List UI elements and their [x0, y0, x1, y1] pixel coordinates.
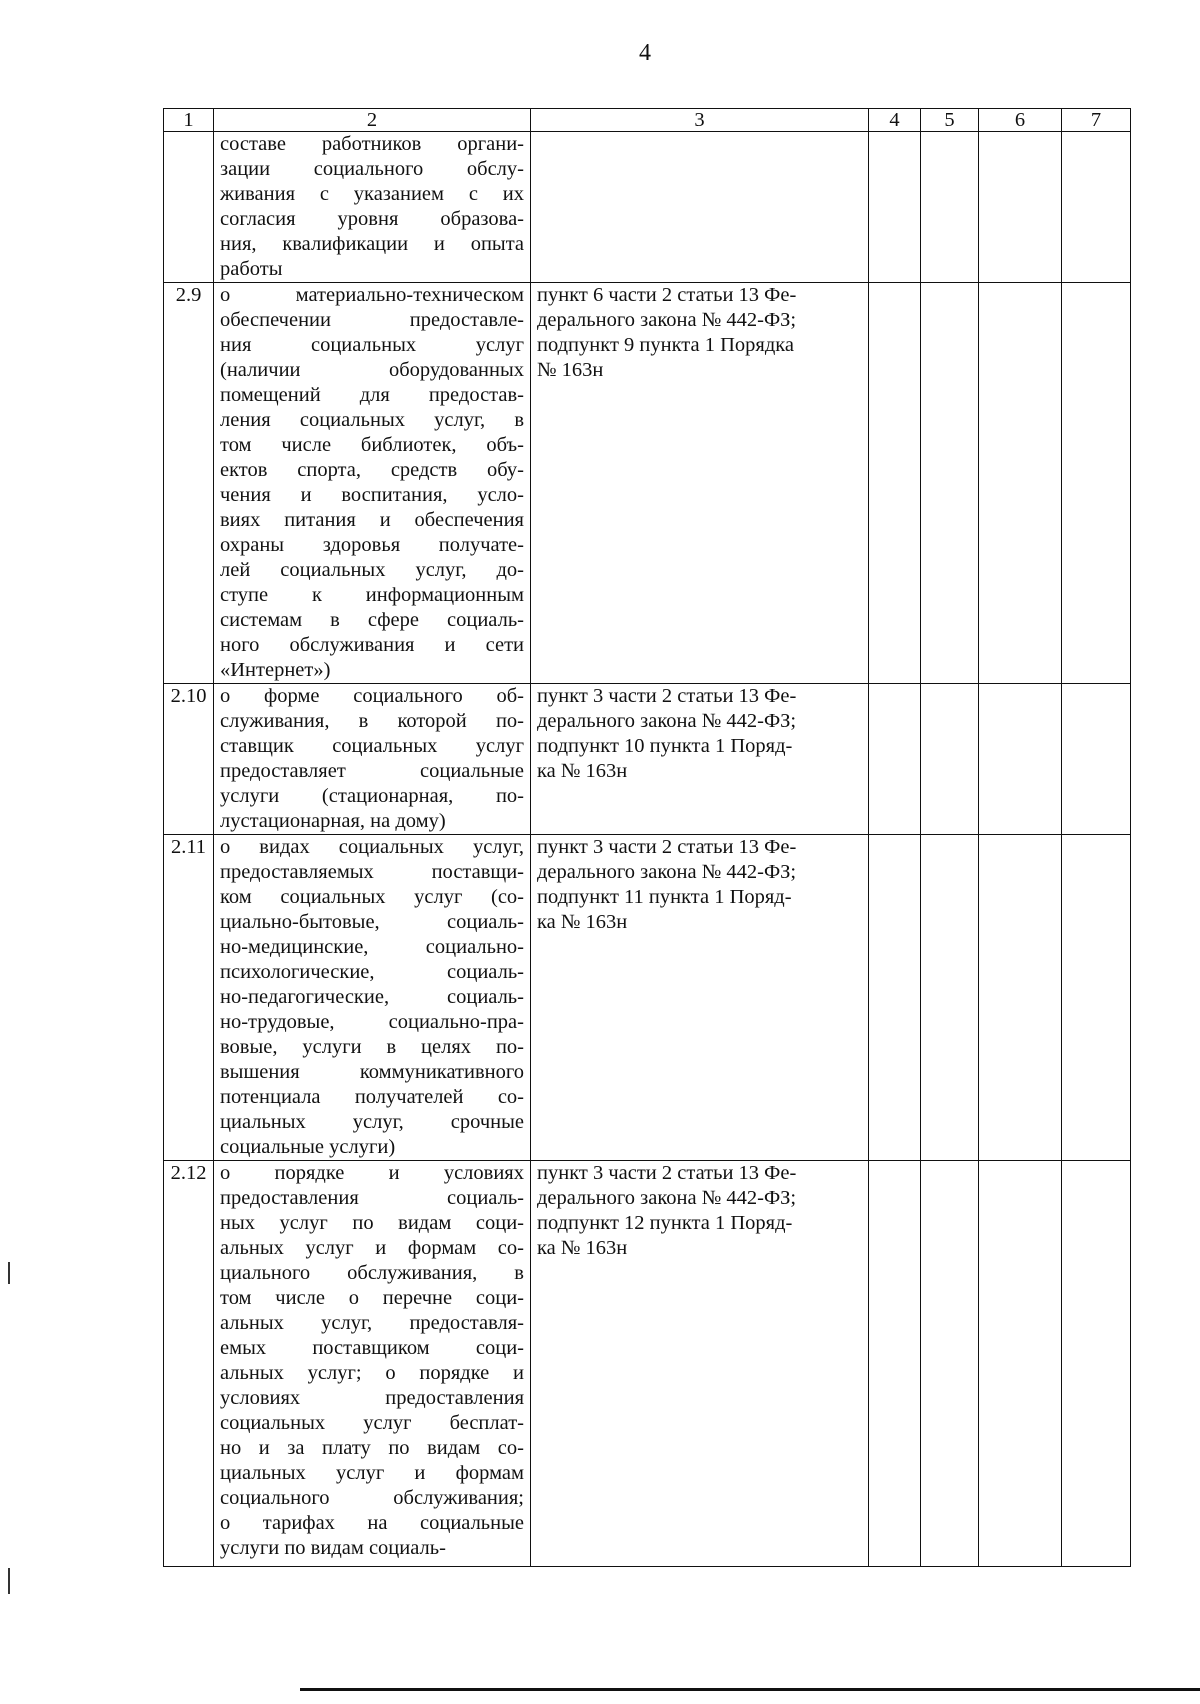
table-row [164, 684, 1131, 835]
legal-basis [531, 1161, 869, 1567]
text-line: вышения коммуникативного [220, 1061, 524, 1083]
text-line: подпункт 12 пункта 1 Поряд- [537, 1212, 793, 1234]
text-line: дерального закона № 442-ФЗ; [537, 861, 797, 883]
text-line: ступе к информационным [220, 584, 524, 606]
col-header-5: 5 [921, 109, 979, 132]
text-line: подпункт 11 пункта 1 Поряд- [537, 886, 792, 908]
empty-cell-col4 [869, 835, 921, 1161]
text-line: согласия уровня образова- [220, 208, 524, 230]
text-line: но и за плату по видам со- [220, 1437, 524, 1459]
empty-cell-col4 [869, 283, 921, 684]
table-row [164, 132, 1131, 283]
empty-cell-col5 [921, 684, 979, 835]
text-line: (наличии оборудованных [220, 359, 524, 381]
item-description [214, 132, 531, 283]
text-line: ния социальных услуг [220, 334, 524, 356]
text-line: о форме социального об- [220, 685, 524, 707]
text-line: вовые, услуги в целях по- [220, 1036, 524, 1058]
text-line: подпункт 9 пункта 1 Порядка [537, 334, 795, 356]
text-line: виях питания и обеспечения [220, 509, 524, 531]
item-description [214, 835, 531, 1161]
item-number: 2.11 [164, 835, 214, 1161]
text-line: о видах социальных услуг, [220, 836, 524, 858]
col-header-4: 4 [869, 109, 921, 132]
requirements-table [163, 108, 1131, 1567]
text-line: социального обслуживания; [220, 1487, 524, 1509]
text-line: том числе о перечне соци- [220, 1287, 524, 1309]
text-line: ка № 163н [537, 760, 628, 782]
empty-cell-col5 [921, 1161, 979, 1567]
text-line: условиях предоставления [220, 1387, 524, 1409]
page-bottom-rule [300, 1688, 1200, 1691]
text-line: социальные услуги) [220, 1136, 396, 1158]
table-row [164, 835, 1131, 1161]
scan-edge-mark-2 [8, 1568, 10, 1594]
col-header-1: 1 [164, 109, 214, 132]
text-line: подпункт 10 пункта 1 Поряд- [537, 735, 793, 757]
empty-cell-col7 [1062, 835, 1131, 1161]
text-line: потенциала получателей со- [220, 1086, 524, 1108]
empty-cell-col4 [869, 684, 921, 835]
table-row [164, 283, 1131, 684]
text-line: циального обслуживания, в [220, 1262, 524, 1284]
text-line: работы [220, 258, 283, 280]
empty-cell-col5 [921, 835, 979, 1161]
text-line: предоставляет социальные [220, 760, 524, 782]
col-header-2: 2 [214, 109, 531, 132]
text-line: помещений для предостав- [220, 384, 524, 406]
empty-cell-col5 [921, 132, 979, 283]
text-line: услуги (стационарная, по- [220, 785, 524, 807]
legal-basis [531, 684, 869, 835]
legal-basis [531, 835, 869, 1161]
text-line: ных услуг по видам соци- [220, 1212, 524, 1234]
text-line: составе работников органи- [220, 133, 524, 155]
text-line: ния, квалификации и опыта [220, 233, 524, 255]
empty-cell-col7 [1062, 283, 1131, 684]
item-description [214, 1161, 531, 1567]
empty-cell-col7 [1062, 132, 1131, 283]
text-line: охраны здоровья получате- [220, 534, 524, 556]
text-line: дерального закона № 442-ФЗ; [537, 309, 797, 331]
col-header-3: 3 [531, 109, 869, 132]
item-number: 2.12 [164, 1161, 214, 1567]
empty-cell-col6 [979, 835, 1062, 1161]
item-description [214, 283, 531, 684]
text-line: но-трудовые, социально-пра- [220, 1011, 524, 1033]
empty-cell-col7 [1062, 684, 1131, 835]
text-line: ка № 163н [537, 1237, 628, 1259]
text-line: зации социального обслу- [220, 158, 524, 180]
text-line: ления социальных услуг, в [220, 409, 524, 431]
text-line: служивания, в которой по- [220, 710, 524, 732]
text-line: пункт 3 части 2 статьи 13 Фе- [537, 836, 797, 858]
page-number: 4 [639, 40, 651, 66]
scan-edge-mark-1 [8, 1262, 10, 1284]
text-line: альных услуг и формам со- [220, 1237, 524, 1259]
text-line: ка № 163н [537, 911, 628, 933]
text-line: предоставляемых поставщи- [220, 861, 524, 883]
empty-cell-col6 [979, 684, 1062, 835]
text-line: но-педагогические, социаль- [220, 986, 524, 1008]
empty-cell-col7 [1062, 1161, 1131, 1567]
item-number [164, 132, 214, 283]
text-line: циально-бытовые, социаль- [220, 911, 524, 933]
empty-cell-col5 [921, 283, 979, 684]
legal-basis [531, 283, 869, 684]
empty-cell-col6 [979, 1161, 1062, 1567]
text-line: ного обслуживания и сети [220, 634, 524, 656]
text-line: пункт 6 части 2 статьи 13 Фе- [537, 284, 797, 306]
text-line: лей социальных услуг, до- [220, 559, 524, 581]
text-line: но-медицинские, социально- [220, 936, 524, 958]
text-line: том числе библиотек, объ- [220, 434, 524, 456]
item-number: 2.9 [164, 283, 214, 684]
text-line: ставщик социальных услуг [220, 735, 524, 757]
text-line: чения и воспитания, усло- [220, 484, 524, 506]
text-line: о материально-техническом [220, 284, 524, 306]
empty-cell-col6 [979, 283, 1062, 684]
empty-cell-col4 [869, 132, 921, 283]
header-row [164, 109, 1131, 132]
empty-cell-col6 [979, 132, 1062, 283]
text-line: живания с указанием с их [220, 183, 524, 205]
text-line: услуги по видам социаль- [220, 1537, 446, 1559]
text-line: альных услуг, предоставля- [220, 1312, 524, 1334]
table-row [164, 1161, 1131, 1567]
legal-basis [531, 132, 869, 283]
text-line: пункт 3 части 2 статьи 13 Фе- [537, 685, 797, 707]
text-line: лустационарная, на дому) [220, 810, 446, 832]
col-header-6: 6 [979, 109, 1062, 132]
text-line: циальных услуг и формам [220, 1462, 524, 1484]
text-line: ком социальных услуг (со- [220, 886, 524, 908]
text-line: № 163н [537, 359, 604, 381]
text-line: дерального закона № 442-ФЗ; [537, 1187, 797, 1209]
text-line: психологические, социаль- [220, 961, 524, 983]
text-line: о порядке и условиях [220, 1162, 524, 1184]
text-line: циальных услуг, срочные [220, 1111, 524, 1133]
text-line: дерального закона № 442-ФЗ; [537, 710, 797, 732]
item-number: 2.10 [164, 684, 214, 835]
col-header-7: 7 [1062, 109, 1131, 132]
text-line: предоставления социаль- [220, 1187, 524, 1209]
empty-cell-col4 [869, 1161, 921, 1567]
text-line: альных услуг; о порядке и [220, 1362, 524, 1384]
text-line: «Интернет») [220, 659, 331, 681]
text-line: ектов спорта, средств обу- [220, 459, 524, 481]
text-line: емых поставщиком соци- [220, 1337, 524, 1359]
text-line: пункт 3 части 2 статьи 13 Фе- [537, 1162, 797, 1184]
item-description [214, 684, 531, 835]
text-line: о тарифах на социальные [220, 1512, 524, 1534]
text-line: социальных услуг бесплат- [220, 1412, 524, 1434]
text-line: системам в сфере социаль- [220, 609, 524, 631]
text-line: обеспечении предоставле- [220, 309, 524, 331]
